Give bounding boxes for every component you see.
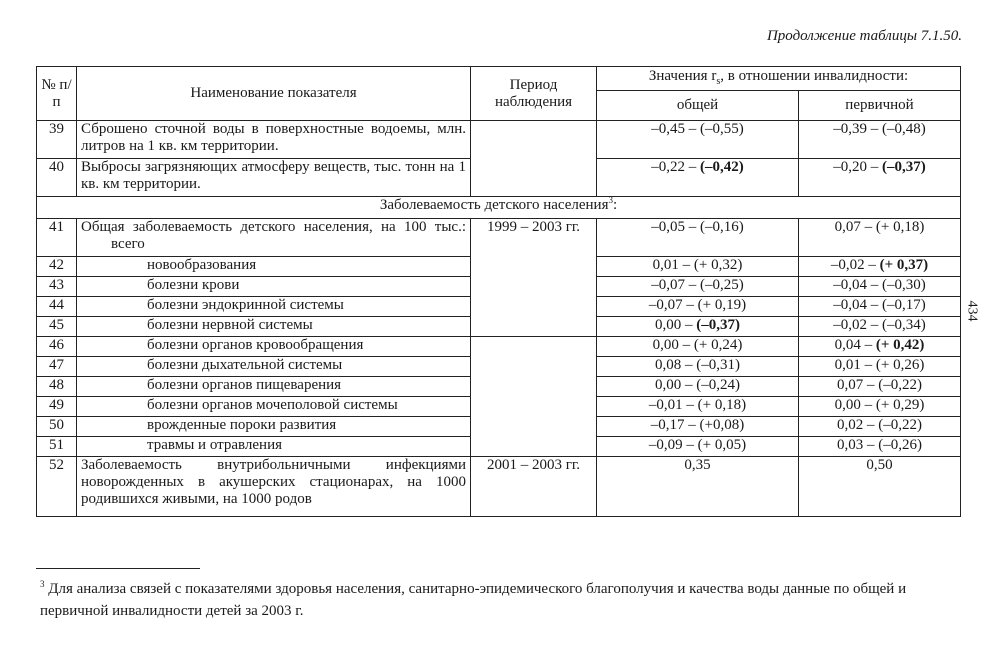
period-cell: 1999 – 2003 гг. bbox=[471, 219, 597, 337]
value-primary: 0,07 – (–0,22) bbox=[799, 377, 961, 397]
value-primary: 0,00 – (+ 0,29) bbox=[799, 397, 961, 417]
value-general: –0,09 – (+ 0,05) bbox=[597, 437, 799, 457]
row-name: болезни дыхательной системы bbox=[77, 357, 471, 377]
row-num: 45 bbox=[37, 317, 77, 337]
value-general: 0,00 – (–0,37) bbox=[597, 317, 799, 337]
row-num: 52 bbox=[37, 457, 77, 517]
row-name: Выбросы загрязняющих атмосферу веществ, тыс. тонн на 1 кв. км территории. bbox=[77, 159, 471, 197]
table-row bbox=[37, 219, 961, 257]
value-primary: 0,03 – (–0,26) bbox=[799, 437, 961, 457]
row-num: 51 bbox=[37, 437, 77, 457]
value-general: 0,00 – (–0,24) bbox=[597, 377, 799, 397]
header-values: Значения $r_s$, в отношении инвалидности: bbox=[597, 67, 961, 91]
header-num: № п/п bbox=[37, 67, 77, 121]
value-primary: –0,02 – (–0,34) bbox=[799, 317, 961, 337]
footnote: $^3$ Для анализа связей с показателями здоровья населения, санитарно-эпидемического благополучия и качества воды данные по общей и первичной инвалидности детей за 2003 г. bbox=[40, 579, 907, 619]
row-num: 48 bbox=[37, 377, 77, 397]
row-name: болезни органов мочеполовой системы bbox=[77, 397, 471, 417]
row-name: болезни крови bbox=[77, 277, 471, 297]
row-name: болезни органов пищеварения bbox=[77, 377, 471, 397]
row-name: болезни эндокринной системы bbox=[77, 297, 471, 317]
row-name: Заболеваемость внутрибольничными инфекциями новорожденных в акушерских стационарах, на 1000 родившихся живыми, на 1000 родов bbox=[77, 457, 471, 517]
section-row bbox=[37, 197, 961, 219]
row-num: 44 bbox=[37, 297, 77, 317]
value-general: –0,07 – (–0,25) bbox=[597, 277, 799, 297]
header-name: Наименование показателя bbox=[77, 67, 471, 121]
row-num: 39 bbox=[37, 121, 77, 159]
value-general: 0,01 – (+ 0,32) bbox=[597, 257, 799, 277]
row-num: 50 bbox=[37, 417, 77, 437]
row-num: 40 bbox=[37, 159, 77, 197]
page-number: 434 bbox=[964, 300, 980, 322]
row-num: 46 bbox=[37, 337, 77, 357]
row-name: травмы и отравления bbox=[77, 437, 471, 457]
value-general: –0,22 – (–0,42) bbox=[597, 159, 799, 197]
table-row bbox=[37, 337, 961, 357]
row-num: 41 bbox=[37, 219, 77, 257]
value-primary: –0,39 – (–0,48) bbox=[799, 121, 961, 159]
row-num: 47 bbox=[37, 357, 77, 377]
row-num: 42 bbox=[37, 257, 77, 277]
value-general: –0,45 – (–0,55) bbox=[597, 121, 799, 159]
header-period: Период наблюдения bbox=[471, 67, 597, 121]
value-general: 0,00 – (+ 0,24) bbox=[597, 337, 799, 357]
value-primary: 0,07 – (+ 0,18) bbox=[799, 219, 961, 257]
header-primary: первичной bbox=[799, 91, 961, 121]
row-num: 49 bbox=[37, 397, 77, 417]
header-general: общей bbox=[597, 91, 799, 121]
value-general: –0,17 – (+0,08) bbox=[597, 417, 799, 437]
row-name: новообразования bbox=[77, 257, 471, 277]
value-primary: –0,04 – (–0,30) bbox=[799, 277, 961, 297]
value-primary: –0,20 – (–0,37) bbox=[799, 159, 961, 197]
period-empty bbox=[471, 337, 597, 457]
value-primary: –0,02 – (+ 0,37) bbox=[799, 257, 961, 277]
value-primary: 0,04 – (+ 0,42) bbox=[799, 337, 961, 357]
value-general: –0,01 – (+ 0,18) bbox=[597, 397, 799, 417]
value-general: –0,07 – (+ 0,19) bbox=[597, 297, 799, 317]
value-primary: 0,50 bbox=[799, 457, 961, 517]
correlation-table bbox=[36, 66, 961, 517]
table-row bbox=[37, 457, 961, 517]
row-name: болезни органов кровообращения bbox=[77, 337, 471, 357]
row-name: Сброшено сточной воды в поверхностные водоемы, млн. литров на 1 кв. км территории. bbox=[77, 121, 471, 159]
value-general: –0,05 – (–0,16) bbox=[597, 219, 799, 257]
footnote-divider bbox=[36, 568, 200, 569]
value-primary: –0,04 – (–0,17) bbox=[799, 297, 961, 317]
value-primary: 0,01 – (+ 0,26) bbox=[799, 357, 961, 377]
value-general: 0,35 bbox=[597, 457, 799, 517]
table-caption: Продолжение таблицы 7.1.50. bbox=[766, 28, 962, 44]
header-row bbox=[37, 67, 961, 91]
row-name: Общая заболеваемость детского населения, на 100 тыс.: всего bbox=[77, 219, 471, 257]
period-empty bbox=[471, 121, 597, 197]
row-num: 43 bbox=[37, 277, 77, 297]
value-primary: 0,02 – (–0,22) bbox=[799, 417, 961, 437]
row-name: врожденные пороки развития bbox=[77, 417, 471, 437]
table-row bbox=[37, 121, 961, 159]
value-general: 0,08 – (–0,31) bbox=[597, 357, 799, 377]
section-title: Заболеваемость детского населения$^3$: bbox=[37, 197, 961, 219]
row-name: болезни нервной системы bbox=[77, 317, 471, 337]
period-cell: 2001 – 2003 гг. bbox=[471, 457, 597, 517]
